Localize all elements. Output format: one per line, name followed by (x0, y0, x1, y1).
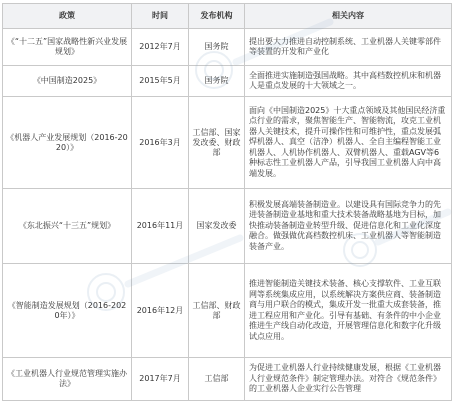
header-org: 发布机构 (189, 4, 245, 29)
policy-table (2, 3, 452, 401)
policy-cell: 《中国制造2025》 (3, 66, 132, 97)
time-cell: 2015年5月 (132, 66, 189, 97)
table-row (3, 264, 452, 358)
time-cell: 2017年7月 (132, 358, 189, 401)
time-cell: 2016年11月 (132, 189, 189, 264)
content-cell: 提出要大力推进自动控制系统、工业机器人关键零部件等装置的开发和产业化 (245, 29, 452, 66)
time-cell: 2016年3月 (132, 97, 189, 189)
time-cell: 2016年12月 (132, 264, 189, 358)
time-cell: 2012年7月 (132, 29, 189, 66)
org-cell: 工信部 (189, 358, 245, 401)
org-cell: 工信部、财政部 (189, 264, 245, 358)
content-cell: 积极发展高端装备制造业。以建设具有国际竞争力的先进装备制造业基地和重大技术装备战略基地为目标，加快推动装备制造业转型升级、促进信息化和工业化深度融合。做强做优高档数控机床、工业机器人等智能制造装备产业。 (245, 189, 452, 264)
table-row (3, 66, 452, 97)
content-cell: 全面推进实施制造强国战略。其中高档数控机床和机器人是重点发展的十大领域之一。 (245, 66, 452, 97)
header-policy: 政策 (3, 4, 132, 29)
content-cell: 面向《中国制造2025》十大重点领域及其他国民经济重点行业的需求，聚焦智能生产、智能物流，攻克工业机器人关键技术，提升可操作性和可维护性，重点发展弧焊机器人、真空（洁净）机器人、全自主编程智能工业机器人、人机协作机器人、双臂机器人、重载AGV等6种标志性工业机器人产品，引导我国工业机器人向中高端发展。 (245, 97, 452, 189)
table-row (3, 97, 452, 189)
table-row (3, 189, 452, 264)
policy-cell: 《机器人产业发展规划（2016-2020）》 (3, 97, 132, 189)
table-header-row (3, 4, 452, 29)
policy-cell: 《工业机器人行业规范管理实施办法》 (3, 358, 132, 401)
content-cell: 为促进工业机器人行业持续健康发展，根据《工业机器人行业规范条件》制定管理办法。对符合《规范条件》的工业机器人企业实行公告管理 (245, 358, 452, 401)
org-cell: 国务院 (189, 29, 245, 66)
org-cell: 国务院 (189, 66, 245, 97)
header-time: 时间 (132, 4, 189, 29)
header-content: 相关内容 (245, 4, 452, 29)
table-row (3, 29, 452, 66)
policy-cell: 《智能制造发展规划（2016-2020年）》 (3, 264, 132, 358)
content-cell: 推进智能制造关键技术装备、核心支撑软件、工业互联网等系统集成应用，以系统解决方案供应商、装备制造商与用户联合的模式，集成开发一批重大成套装备，推进工程应用和产业化。引导有基础、有条件的中小企业推进生产线自动化改造，开展管理信息化和数字化升级试点应用。 (245, 264, 452, 358)
policy-cell: 《东北振兴“十三五”规划》 (3, 189, 132, 264)
org-cell: 国家发改委 (189, 189, 245, 264)
policy-cell: 《“十二五”国家战略性新兴业发展规划》 (3, 29, 132, 66)
table-row (3, 358, 452, 401)
org-cell: 工信部、国家发改委、财政部 (189, 97, 245, 189)
